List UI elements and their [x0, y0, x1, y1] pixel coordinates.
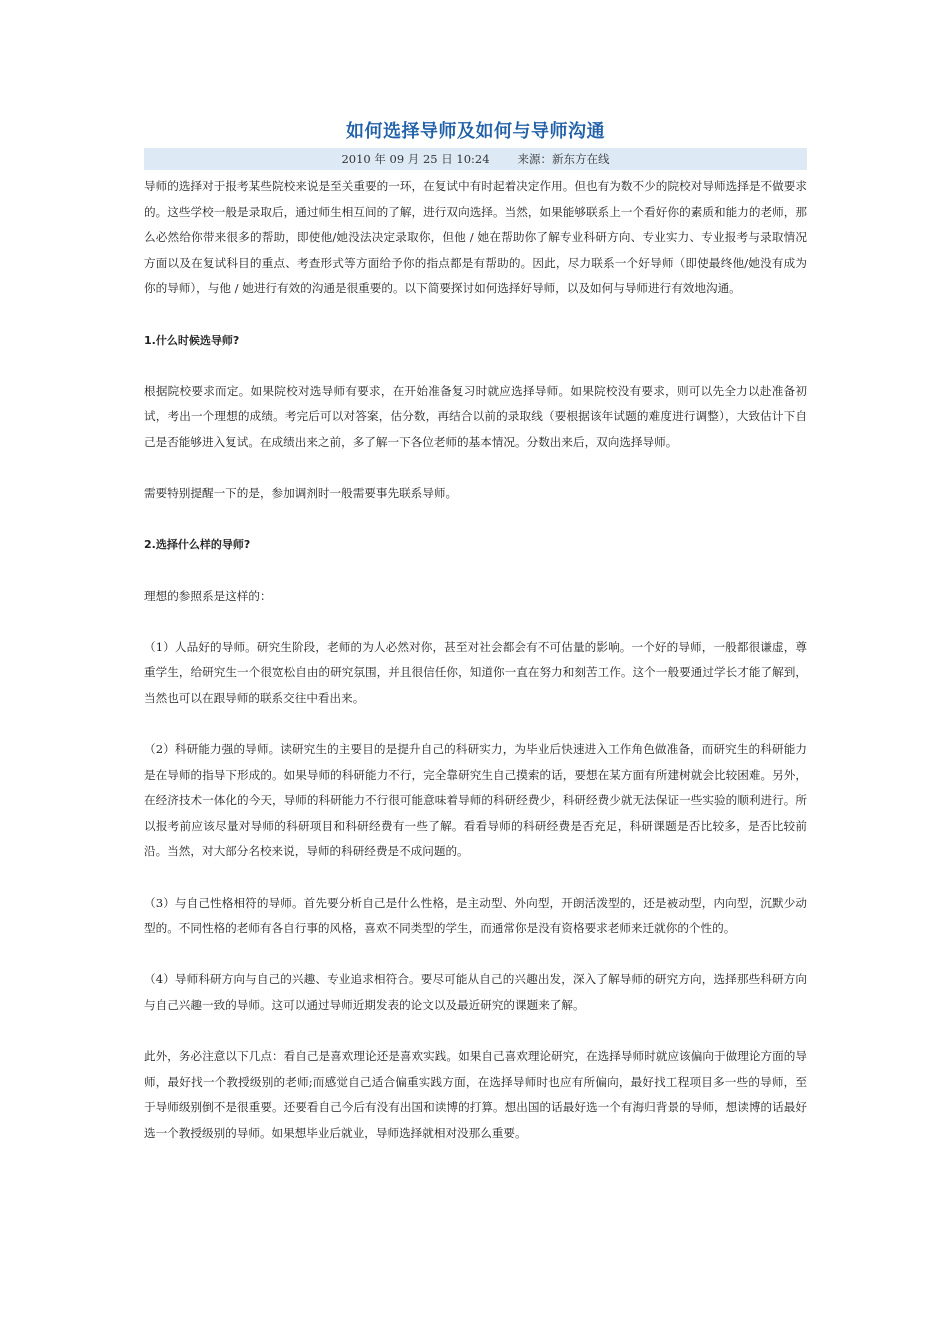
paragraph-timing: 根据院校要求而定。如果院校对选导师有要求，在开始准备复习时就应选择导师。如果院校没有要求，则可以先全力以赴准备初试，考出一个理想的成绩。考完后可以对答案，估分数，再结合以前的录取线（要根据该年试题的难度进行调整），大致估计下自己是否能够进入复试。在成绩出来之前，多了解一下各位老师的基本情况。分数出来后，双向选择导师。 — [144, 383, 807, 449]
criterion-character: （1）人品好的导师。研究生阶段，老师的为人必然对你，甚至对社会都会有不可估量的影响。一个好的导师，一般都很谦虚，尊重学生，给研究生一个很宽松自由的研究氛围，并且很信任你，知道你一直在努力和刻苦工作。这个一般要通过学长才能了解到，当然也可以在跟导师的联系交往中看出来。 — [144, 639, 807, 705]
criterion-personality: （3）与自己性格相符的导师。首先要分析自己是什么性格，是主动型、外向型，开朗活泼型的，还是被动型，内向型，沉默少动型的。不同性格的老师有各自行事的风格，喜欢不同类型的学生，而通常你是没有资格要求老师来迁就你的个性的。 — [144, 895, 807, 936]
criterion-research: （2）科研能力强的导师。读研究生的主要目的是提升自己的科研实力，为毕业后快速进入工作角色做准备，而研究生的科研能力是在导师的指导下形成的。如果导师的科研能力不行，完全靠研究生自己摸索的话，要想在某方面有所建树就会比较困难。另外，在经济技术一体化的今天，导师的科研能力不行很可能意味着导师的科研经费少，科研经费少就无法保证一些实验的顺利进行。所以报考前应该尽量对导师的科研项目和科研经费有一些了解。看看导师的科研经费是否充足，科研课题是否比较多，是否比较前沿。当然，对大部分名校来说，导师的科研经费是不成问题的。 — [144, 742, 807, 859]
article-date: 2010 年 09 月 25 日 10:24 — [341, 152, 490, 166]
article-source: 来源：新东方在线 — [517, 152, 610, 166]
section-heading-2: 2.选择什么样的导师? — [144, 538, 251, 552]
article — [144, 118, 807, 1147]
section-heading-1: 1.什么时候选导师? — [144, 333, 240, 347]
article-meta-bar — [144, 148, 807, 170]
article-title: 如何选择导师及如何与导师沟通 — [346, 121, 605, 142]
paragraph-reference: 理想的参照系是这样的： — [144, 588, 272, 603]
paragraph-additional: 此外，务必注意以下几点：看自己是喜欢理论还是喜欢实践。如果自己喜欢理论研究，在选择导师时就应该偏向于做理论方面的导师，最好找一个教授级别的老师;而感觉自己适合偏重实践方面，在选择导师时也应有所偏向，最好找工程项目多一些的导师，至于导师级别倒不是很重要。还要看自己今后有没有出国和读博的打算。想出国的话最好选一个有海归背景的导师，想读博的话最好选一个教授级别的导师。如果想毕业后就业，导师选择就相对没那么重要。 — [144, 1049, 807, 1140]
criterion-direction: （4）导师科研方向与自己的兴趣、专业追求相符合。要尽可能从自己的兴趣出发，深入了解导师的研究方向，选择那些科研方向与自己兴趣一致的导师。这可以通过导师近期发表的论文以及最近研究的课题来了解。 — [144, 972, 807, 1012]
intro-paragraph: 导师的选择对于报考某些院校来说是至关重要的一环，在复试中有时起着决定作用。但也有为数不少的院校对导师选择是不做要求的。这些学校一般是录取后，通过师生相互间的了解，进行双向选择。当然，如果能够联系上一个看好你的素质和能力的老师，那么必然给你带来很多的帮助，即使他/她没法决定录取你，但他 / 她在帮助你了解专业科研方向、专业实力、专业报考与录取情况方面以及在复试科目的重点、考查形式等方面给予你的指点都是有帮助的。因此，尽力联系一个好导师（即使最终他/她没有成为你的导师），与他 / 她进行有效的沟通是很重要的。以下简要探讨如何选择好导师，以及如何与导师进行有效地沟通。 — [144, 179, 807, 296]
paragraph-reminder: 需要特别提醒一下的是，参加调剂时一般需要事先联系导师。 — [144, 486, 458, 501]
